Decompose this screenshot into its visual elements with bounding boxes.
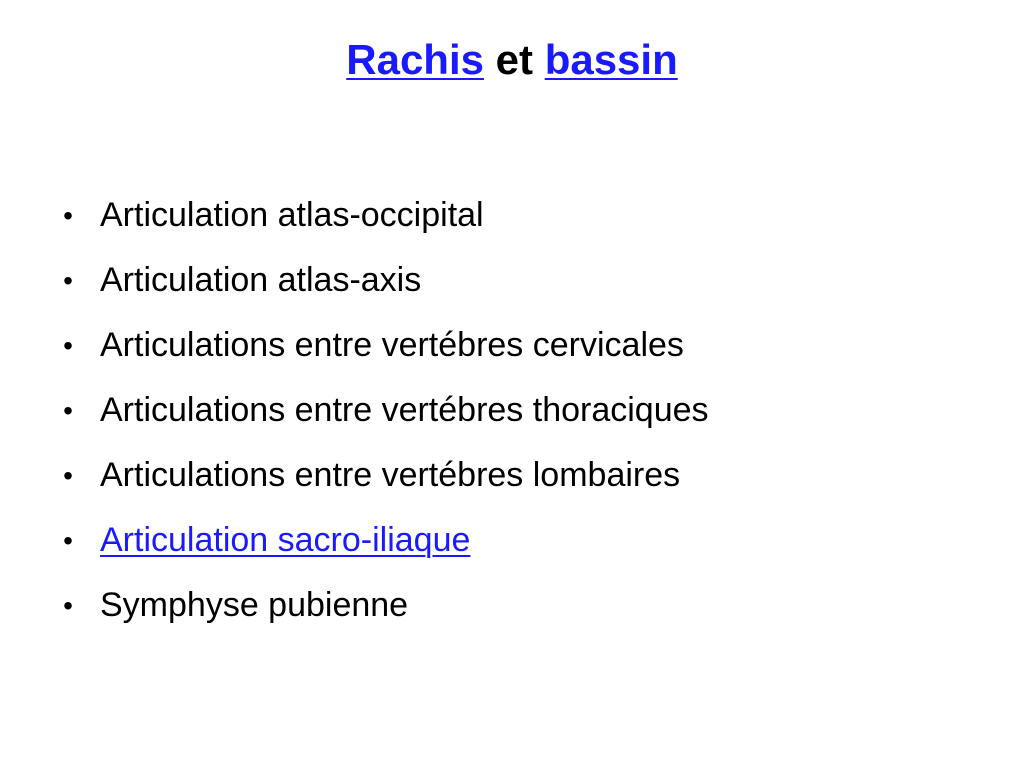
bullet-icon: • (63, 265, 73, 296)
bullet-icon: • (63, 590, 73, 621)
bullet-icon: • (63, 330, 73, 361)
bullet-icon: • (63, 395, 73, 426)
list-item (58, 378, 709, 443)
list-item (58, 313, 709, 378)
list-item-text: Articulation atlas-axis (100, 261, 422, 299)
title-connector: et (495, 36, 534, 83)
slide-title (0, 30, 1024, 90)
bullet-icon: • (63, 200, 73, 231)
list-item-text: Symphyse pubienne (100, 586, 409, 624)
list-item-text: Articulation atlas-occipital (100, 196, 484, 234)
list-item-text: Articulations entre vertébres cervicales (100, 326, 684, 364)
list-item-text: Articulations entre vertébres thoraciques (100, 391, 709, 429)
list-item (58, 573, 709, 638)
list-item (58, 183, 709, 248)
list-item (58, 508, 709, 573)
list-item-link-sacro-iliaque[interactable]: Articulation sacro-iliaque (100, 521, 471, 559)
title-link-rachis[interactable]: Rachis (346, 36, 484, 83)
list-item-text: Articulations entre vertébres lombaires (100, 456, 681, 494)
bullet-list (58, 183, 709, 638)
bullet-icon: • (63, 460, 73, 491)
list-item (58, 248, 709, 313)
list-item (58, 443, 709, 508)
title-link-bassin[interactable]: bassin (544, 36, 678, 83)
bullet-icon: • (63, 525, 73, 556)
